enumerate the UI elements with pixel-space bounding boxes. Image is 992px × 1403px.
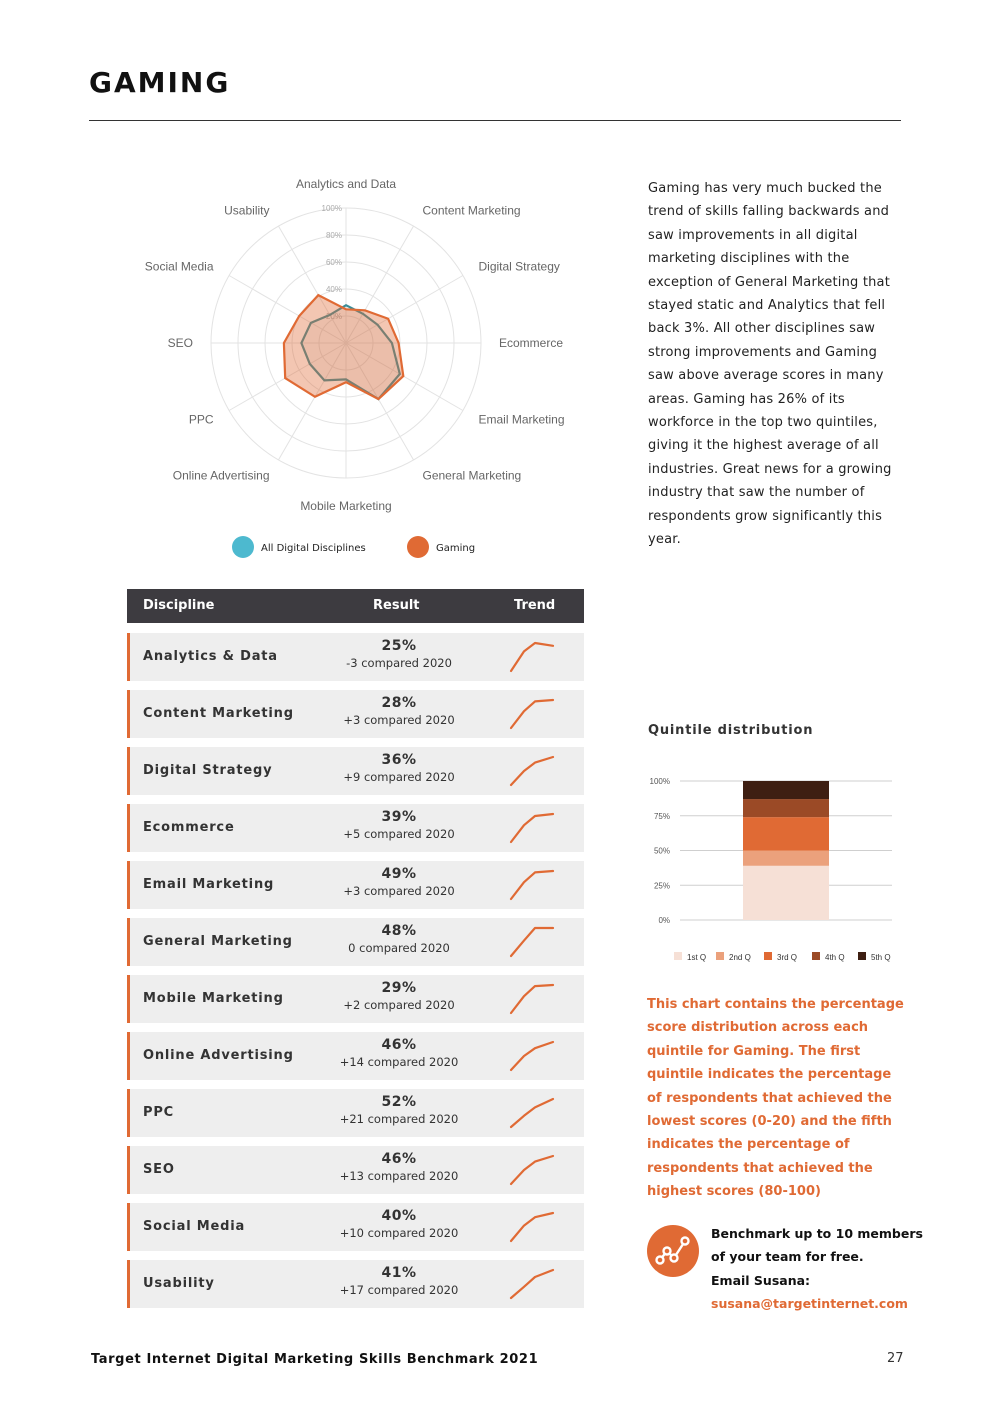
row-compare: -3 compared 2020 [346, 656, 452, 670]
table-row [127, 1203, 584, 1251]
quintile-legend-swatch [812, 952, 820, 960]
row-result-value: 40% [381, 1208, 417, 1224]
row-discipline: Online Advertising [143, 1048, 294, 1063]
trend-line [511, 814, 553, 842]
row-discipline: Digital Strategy [143, 763, 273, 778]
row-result [319, 1151, 479, 1183]
radar-axis-label-ppc: PPC [188, 412, 214, 427]
table-row [127, 1260, 584, 1308]
trend-line [511, 700, 553, 728]
quintile-axis-tick: 75% [653, 811, 670, 821]
radar-legend [232, 536, 475, 558]
quintile-legend-label: 4th Q [825, 953, 845, 962]
quintile-axis-tick: 25% [653, 881, 670, 891]
header-discipline: Discipline [143, 598, 215, 613]
quintile-legend-swatch [716, 952, 724, 960]
row-result [319, 1037, 479, 1069]
row-result [319, 866, 479, 898]
quintile-axis-tick: 50% [653, 846, 670, 856]
row-result-value: 36% [381, 752, 417, 768]
quintile-bar-3rd-q [743, 817, 829, 850]
quintile-chart [640, 770, 910, 970]
radar-axis-label-mobile-marketing: Mobile Marketing [300, 499, 392, 513]
row-compare: +3 compared 2020 [343, 884, 455, 898]
header-trend: Trend [514, 598, 556, 613]
trend-line [511, 1270, 553, 1298]
row-result [319, 695, 479, 727]
trend-line [511, 1099, 553, 1127]
row-trend-sparkline [508, 639, 556, 675]
trend-line [511, 757, 553, 785]
row-discipline: Social Media [143, 1219, 246, 1234]
benchmark-line-2: of your team for free. [711, 1249, 864, 1265]
row-discipline: Usability [143, 1276, 215, 1291]
trend-line [511, 1042, 553, 1070]
radar-axis-label-digital-strategy: Digital Strategy [478, 259, 560, 274]
row-result-value: 46% [381, 1151, 417, 1167]
row-result-value: 39% [381, 809, 417, 825]
page-title: GAMING [89, 66, 231, 99]
radar-tick-label: 100% [321, 204, 342, 213]
row-trend-sparkline [508, 810, 556, 846]
table-row [127, 633, 584, 681]
table-row [127, 1089, 584, 1137]
radar-axis-label-usability: Usability [224, 203, 270, 218]
radar-axis-label-online-advertising: Online Advertising [172, 468, 270, 483]
row-discipline: General Marketing [143, 934, 293, 949]
legend-swatch-gaming [407, 536, 429, 558]
row-compare: +3 compared 2020 [343, 713, 455, 727]
row-compare: +17 compared 2020 [339, 1283, 459, 1297]
radar-tick-label: 40% [325, 285, 342, 294]
row-compare: +2 compared 2020 [343, 998, 455, 1012]
quintile-legend-swatch [858, 952, 866, 960]
table-row [127, 1146, 584, 1194]
quintile-legend-swatch [764, 952, 772, 960]
row-result [319, 923, 479, 955]
row-compare: +5 compared 2020 [343, 827, 455, 841]
row-trend-sparkline [508, 924, 556, 960]
quintile-bar-4th-q [743, 799, 829, 817]
row-result-value: 29% [381, 980, 417, 996]
row-discipline: Ecommerce [143, 820, 235, 835]
radar-axis-label-social-media: Social Media [144, 259, 214, 274]
table-row [127, 861, 584, 909]
radar-axis-label-email-marketing: Email Marketing [478, 412, 565, 427]
quintile-bar-2nd-q [743, 851, 829, 866]
row-trend-sparkline [508, 1266, 556, 1302]
quintile-legend-label: 1st Q [687, 953, 707, 962]
radar-axis-label-analytics-and-data: Analytics and Data [295, 177, 397, 191]
footer-text: Target Internet Digital Marketing Skills Benchmark 2021 [91, 1352, 539, 1367]
radar-tick-label: 80% [325, 231, 342, 240]
row-result-value: 25% [381, 638, 417, 654]
row-trend-sparkline [508, 696, 556, 732]
row-discipline: SEO [143, 1162, 175, 1177]
row-result [319, 1265, 479, 1297]
quintile-axis-tick: 0% [658, 916, 670, 925]
legend-label-gaming: Gaming [436, 543, 476, 554]
row-discipline: Analytics & Data [143, 649, 278, 664]
quintile-legend-label: 5th Q [871, 953, 891, 962]
row-result-value: 52% [381, 1094, 417, 1110]
table-row [127, 804, 584, 852]
row-result-value: 41% [381, 1265, 417, 1281]
radar-axis-label-seo: SEO [167, 336, 193, 350]
row-result [319, 1208, 479, 1240]
row-trend-sparkline [508, 753, 556, 789]
trend-line [511, 985, 553, 1013]
quintile-legend-label: 2nd Q [729, 953, 751, 962]
legend-swatch-all-digital-disciplines [232, 536, 254, 558]
table-body [127, 633, 584, 1308]
legend-label-all-digital-disciplines: All Digital Disciplines [261, 543, 366, 554]
benchmark-callout [711, 1222, 923, 1316]
row-result [319, 752, 479, 784]
radar-series-gaming [284, 295, 403, 399]
row-result-value: 49% [381, 866, 417, 882]
benchmark-email-link[interactable]: susana@targetinternet.com [711, 1296, 908, 1312]
benchmark-line-1: Benchmark up to 10 members [711, 1226, 923, 1241]
table-header [127, 589, 584, 623]
row-result-value: 48% [381, 923, 417, 939]
radar-series [284, 295, 403, 399]
radar-axis-label-content-marketing: Content Marketing [422, 203, 521, 218]
row-result-value: 46% [381, 1037, 417, 1053]
radar-chart [120, 165, 600, 565]
row-trend-sparkline [508, 981, 556, 1017]
row-trend-sparkline [508, 1038, 556, 1074]
table-row [127, 1032, 584, 1080]
quintile-title: Quintile distribution [648, 723, 814, 738]
row-compare: 0 compared 2020 [348, 941, 450, 955]
table-row [127, 747, 584, 795]
radar-axis-label-general-marketing: General Marketing [422, 468, 522, 483]
trend-line [511, 643, 553, 671]
trend-line [511, 928, 553, 956]
table-row [127, 975, 584, 1023]
page-number: 27 [887, 1351, 904, 1366]
row-compare: +9 compared 2020 [343, 770, 455, 784]
quintile-bar-1st-q [743, 866, 829, 920]
trend-line [511, 1156, 553, 1184]
table-row [127, 918, 584, 966]
trend-line [511, 871, 553, 899]
radar-axis-label-ecommerce: Ecommerce [499, 336, 564, 350]
row-discipline: PPC [143, 1105, 174, 1120]
row-result [319, 1094, 479, 1126]
trend-line [511, 1213, 553, 1241]
quintile-axis-tick: 100% [649, 777, 670, 786]
row-compare: +10 compared 2020 [339, 1226, 459, 1240]
row-compare: +21 compared 2020 [339, 1112, 459, 1126]
quintile-legend-swatch [674, 952, 682, 960]
row-result [319, 980, 479, 1012]
chart-note: This chart contains the percentage score distribution across each quintile for Gaming. The first quintile indicates the percentage of respondents that achieved the lowest scores (0-20) and the fifth indicates the percentage of respondents that achieved the highest scores (80-100) [647, 997, 904, 1200]
row-compare: +14 compared 2020 [339, 1055, 459, 1069]
row-result [319, 809, 479, 841]
title-divider [89, 120, 901, 121]
description-paragraph: Gaming has very much bucked the trend of skills falling backwards and saw improvements in all digital marketing disciplines with the exception of General Marketing that stayed static and Analytics that fell back 3%. All other disciplines saw strong improvements and Gaming saw above average scores in many areas. Gaming has 26% of its workforce in the top two quintiles, giving it the highest average of all industries. Great news for a growing industry that saw the number of respondents grow significantly this year. [648, 181, 892, 548]
row-discipline: Mobile Marketing [143, 991, 284, 1006]
quintile-legend-label: 3rd Q [777, 953, 798, 962]
row-compare: +13 compared 2020 [339, 1169, 459, 1183]
header-result: Result [373, 598, 420, 613]
quintile-bar-5th-q [743, 781, 829, 799]
row-result-value: 28% [381, 695, 417, 711]
row-trend-sparkline [508, 1209, 556, 1245]
row-trend-sparkline [508, 1152, 556, 1188]
row-discipline: Content Marketing [143, 706, 294, 721]
row-discipline: Email Marketing [143, 877, 275, 892]
row-trend-sparkline [508, 1095, 556, 1131]
network-nodes-icon [647, 1225, 699, 1277]
radar-tick-label: 60% [325, 258, 342, 267]
table-row [127, 690, 584, 738]
benchmark-line-3: Email Susana: [711, 1272, 811, 1288]
row-trend-sparkline [508, 867, 556, 903]
discipline-table [127, 589, 584, 1308]
row-result [319, 638, 479, 670]
